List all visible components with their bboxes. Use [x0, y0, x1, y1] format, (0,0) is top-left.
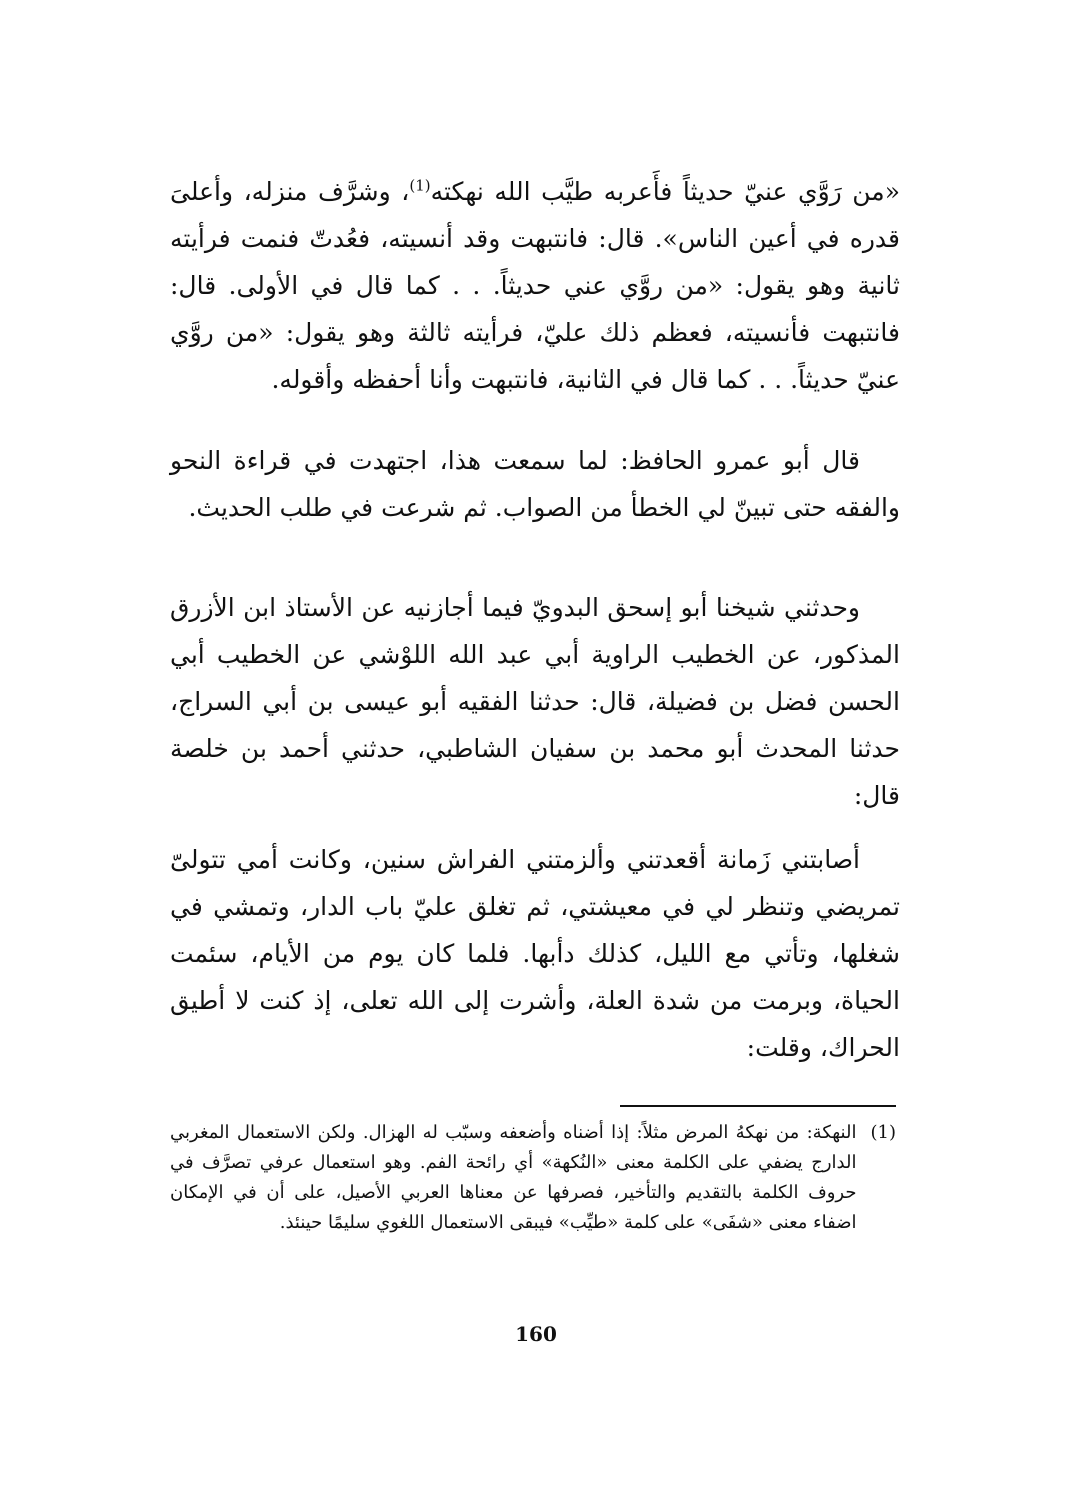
- paragraph-text: «من رَوَّي عنيّ حديثاً فأَعربه طيَّب الله نهكته: [430, 177, 900, 206]
- footnote-text: النهكة: من نهكهُ المرض مثلاً: إذا أضناه وأضعفه وسبّب له الهزال. ولكن الاستعمال المغربي الدارج يضفي على الكلمة معنى «النُكهة» أي رائحة الفم. وهو استعمال عرفي تصرَّف في حروف الكلمة بالتقديم والتأخير، فصرفها عن معناها العربي الأصيل، على أن في الإمكان اضفاء معنى «شفَى» على كلمة «طيِّب» فيبقى الاستعمال اللغوي سليمًا حينئذ.: [170, 1122, 857, 1233]
- footnote-divider: [620, 1105, 896, 1107]
- paragraph-illness-story: أصابتني زَمانة أقعدتني وألزمتني الفراش سنين، وكانت أمي تتولىّ تمريضي وتنظر لي في معيشتي، ثم تغلق عليّ باب الدار، وتمشي في شغلها، وتأتي مع الليل، كذلك دأبها. فلما كان يوم من الأيام، سئمت الحياة، وبرمت من شدة العلة، وأشرت إلى الله تعلى، إذ كنت لا أطيق الحراك، وقلت:: [170, 845, 900, 1062]
- paragraph-text: ، وشرَّف منزله، وأعلىَ قدره في أعين الناس». قال: فانتبهت وقد أنسيته، فعُدتّ فنمت فرأيته ثانية وهو يقول: «من روَّي عني حديثاً. . . كما قال في الأولى. قال: فانتبهت فأنسيته، فعظم ذلك عليّ، فرأيته ثالثة وهو يقول: «من روَّي عنيّ حديثاً. . . كما قال في الثانية، فانتبهت وأنا أحفظه وأقوله.: [170, 177, 901, 394]
- page-number: 160: [515, 1322, 557, 1346]
- footnote-reference: (1): [409, 176, 431, 195]
- paragraph-dream-narration: [170, 168, 900, 403]
- footnote-number: (1): [870, 1122, 896, 1143]
- paragraph-abu-amr: قال أبو عمرو الحافظ: لما سمعت هذا، اجتهدت في قراءة النحو والفقه حتى تبينّ لي الخطأ من الصواب. ثم شرعت في طلب الحديث.: [170, 446, 900, 522]
- paragraph-isnad: وحدثني شيخنا أبو إسحق البدويّ فيما أجازنيه عن الأستاذ ابن الأزرق المذكور، عن الخطيب الراوية أبي عبد الله اللوْشي عن الخطيب أبي الحسن فضل بن فضيلة، قال: حدثنا الفقيه أبو عيسى بن أبي السراج، حدثنا المحدث أبو محمد بن سفيان الشاطبي، حدثني أحمد بن خلصة قال:: [170, 593, 900, 810]
- footnote: [170, 1118, 896, 1238]
